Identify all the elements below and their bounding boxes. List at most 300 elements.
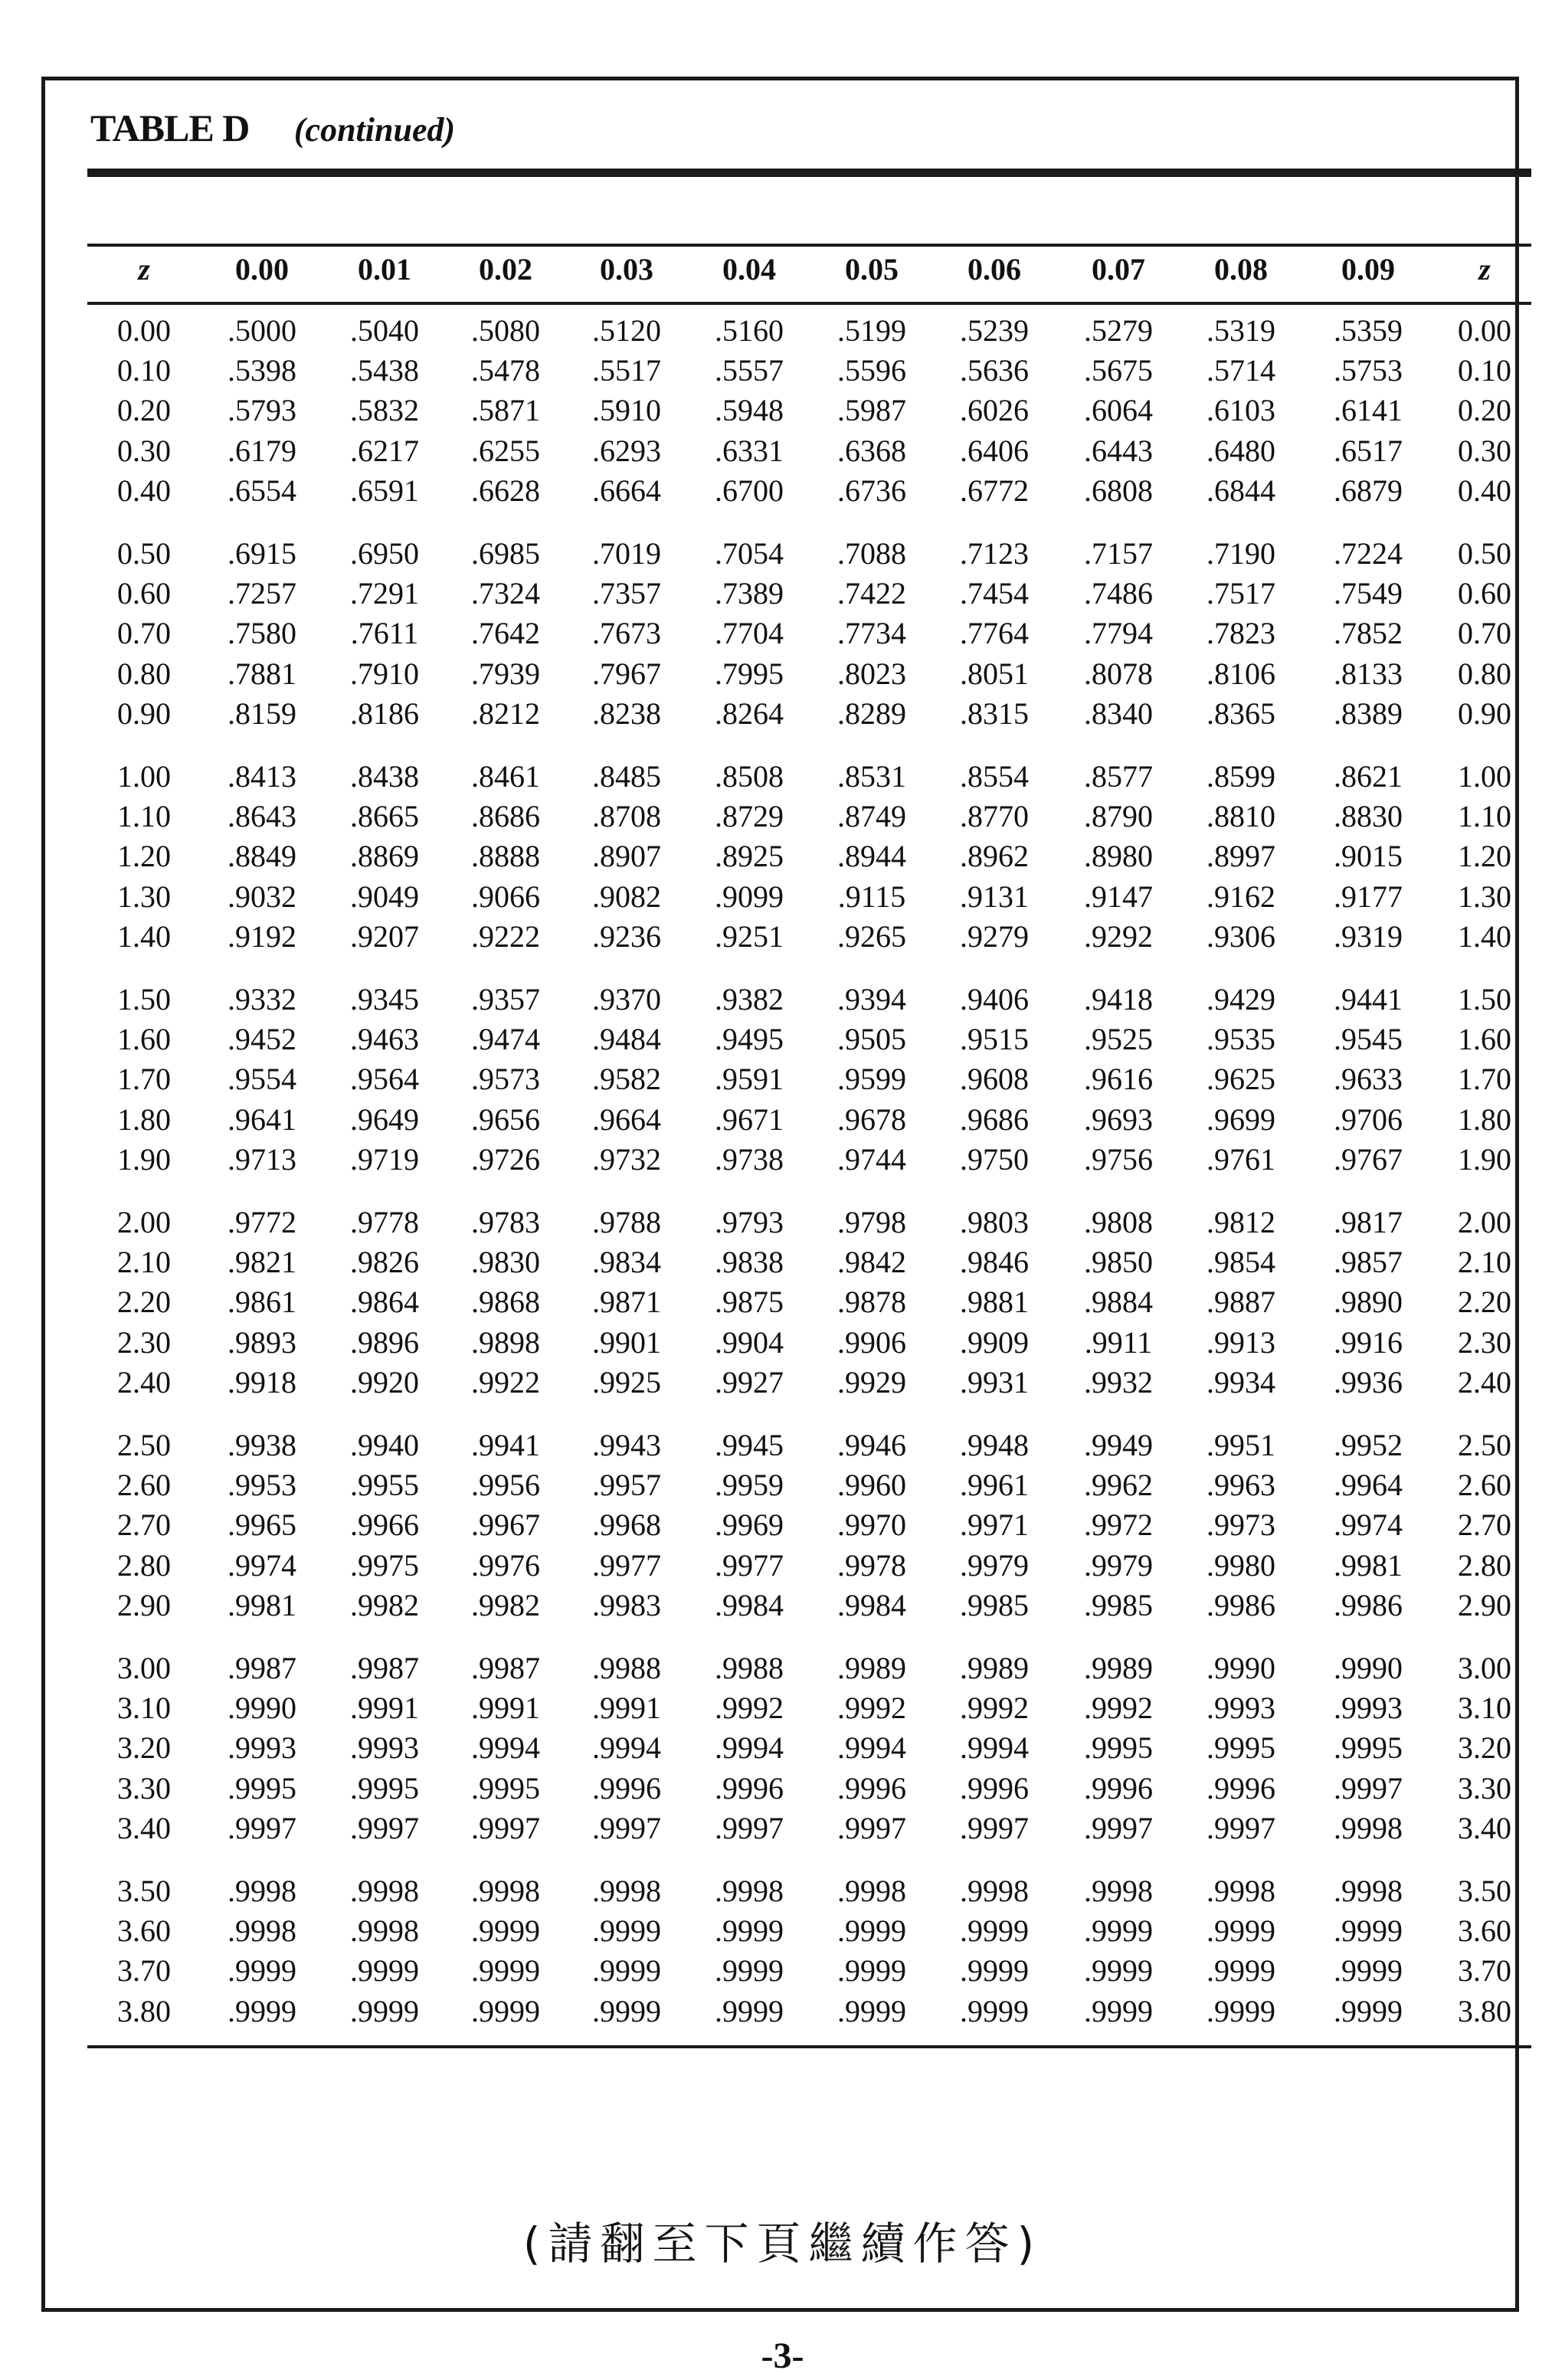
table-cell: .7157 [1084,536,1153,571]
table-cell: .9943 [592,1428,661,1462]
row-z-right: 0.40 [1458,473,1511,508]
table-cell: .9854 [1206,1245,1275,1280]
table-cell: .9994 [592,1730,661,1766]
row-z-right: 0.50 [1458,536,1511,571]
table-cell: .9913 [1206,1324,1275,1360]
table-cell: .9998 [715,1874,784,1908]
table-cell: .7881 [228,656,296,691]
table-cell: .9525 [1084,1022,1153,1057]
table-cell: .8686 [471,799,540,834]
table-cell: .6026 [960,393,1029,428]
table-cell: .9999 [960,1953,1029,1989]
table-cell: .9992 [1084,1691,1153,1726]
row-z-right: 3.60 [1458,1913,1511,1949]
table-cell: .9999 [228,1993,296,2028]
table-cell: .9713 [228,1141,296,1177]
table-cell: .9177 [1334,879,1403,914]
table-cell: .9999 [228,1953,296,1989]
table-cell: .9671 [715,1102,784,1137]
table-cell: .9808 [1084,1205,1153,1239]
table-cell: .7673 [592,616,661,651]
table-cell: .9941 [471,1428,540,1462]
table-cell: .7939 [471,656,540,691]
table-cell: .8997 [1206,839,1275,874]
table-cell: .5239 [960,313,1029,348]
table-cell: .9861 [228,1285,296,1320]
table-cell: .9535 [1206,1022,1275,1057]
table-cell: .9633 [1334,1062,1403,1097]
table-cell: .9788 [592,1205,661,1239]
table-cell: .5080 [471,313,540,348]
table-cell: .9893 [228,1324,296,1360]
row-z-right: 0.90 [1458,696,1511,731]
table-cell: .5319 [1206,313,1275,348]
table-cell: .8051 [960,656,1029,691]
table-cell: .9999 [1206,1913,1275,1949]
table-cell: .9999 [715,1993,784,2028]
table-cell: .9099 [715,879,784,914]
table-cell: .9998 [350,1874,419,1908]
table-cell: .9830 [471,1245,540,1280]
row-z-left: 3.10 [117,1691,171,1726]
table-cell: .9993 [1206,1691,1275,1726]
row-z-left: 2.10 [117,1245,171,1280]
table-cell: .9959 [715,1468,784,1503]
table-cell: .9999 [592,1913,661,1949]
table-cell: .9868 [471,1285,540,1320]
table-cell: .8708 [592,799,661,834]
table-cell: .7224 [1334,536,1403,571]
table-cell: .9982 [471,1587,540,1622]
table-cell: .9992 [960,1691,1029,1726]
table-cell: .7823 [1206,616,1275,651]
table-cell: .9951 [1206,1428,1275,1462]
table-cell: .6736 [837,473,906,508]
table-cell: .6179 [228,433,296,468]
table-cell: .7611 [350,616,419,651]
table-cell: .8980 [1084,839,1153,874]
table-cell: .5675 [1084,353,1153,388]
table-cell: .5714 [1206,353,1275,388]
table-cell: .9251 [715,918,784,954]
table-cell: .9999 [1084,1913,1153,1949]
table-cell: .8577 [1084,759,1153,794]
table-cell: .9998 [471,1874,540,1908]
row-z-right: 2.20 [1458,1285,1511,1320]
table-cell: .6700 [715,473,784,508]
table-cell: .7517 [1206,576,1275,611]
table-cell: .8749 [837,799,906,834]
table-cell: .9940 [350,1428,419,1462]
table-cell: .9911 [1084,1324,1153,1360]
table-cell: .9986 [1334,1587,1403,1622]
table-cell: .9686 [960,1102,1029,1137]
table-cell: .9999 [1206,1953,1275,1989]
table-cell: .9999 [471,1953,540,1989]
table-cell: .7422 [837,576,906,611]
table-cell: .9406 [960,982,1029,1016]
row-z-left: 1.20 [117,839,171,874]
row-z-right: 1.90 [1458,1141,1511,1177]
table-cell: .9906 [837,1324,906,1360]
table-cell: .7389 [715,576,784,611]
table-cell: .6331 [715,433,784,468]
table-cell: .9382 [715,982,784,1016]
table-cell: .9625 [1206,1062,1275,1097]
table-cell: .7357 [592,576,661,611]
table-cell: .9920 [350,1364,419,1400]
table-cell: .9850 [1084,1245,1153,1280]
table-cell: .7486 [1084,576,1153,611]
table-cell: .6628 [471,473,540,508]
table-cell: .9993 [228,1730,296,1766]
table-cell: .9656 [471,1102,540,1137]
table-cell: .8238 [592,696,661,731]
table-cell: .9936 [1334,1364,1403,1400]
table-cell: .8485 [592,759,661,794]
table-cell: .9999 [350,1993,419,2028]
row-z-right: 0.30 [1458,433,1511,468]
table-cell: .9991 [350,1691,419,1726]
table-cell: .9999 [592,1993,661,2028]
table-cell: .9955 [350,1468,419,1503]
row-z-left: 2.60 [117,1468,171,1503]
table-cell: .9890 [1334,1285,1403,1320]
table-cell: .8315 [960,696,1029,731]
table-cell: .9772 [228,1205,296,1239]
table-cell: .9996 [1084,1770,1153,1805]
table-cell: .9987 [471,1651,540,1685]
table-cell: .6293 [592,433,661,468]
row-z-left: 2.40 [117,1364,171,1400]
table-cell: .9999 [837,1953,906,1989]
table-cell: .9756 [1084,1141,1153,1177]
table-cell: .9929 [837,1364,906,1400]
table-cell: .9996 [837,1770,906,1805]
table-cell: .9979 [960,1547,1029,1583]
column-header: 0.07 [1092,252,1145,286]
table-cell: .9991 [471,1691,540,1726]
table-cell: .9982 [350,1587,419,1622]
table-cell: .8389 [1334,696,1403,731]
table-cell: .6879 [1334,473,1403,508]
table-cell: .5199 [837,313,906,348]
table-cell: .9678 [837,1102,906,1137]
table-cell: .9990 [1206,1651,1275,1685]
table-cell: .9972 [1084,1508,1153,1543]
table-cell: .9997 [471,1810,540,1845]
table-cell: .9995 [1084,1730,1153,1766]
table-cell: .9969 [715,1508,784,1543]
row-z-right: 2.40 [1458,1364,1511,1400]
table-cell: .6591 [350,473,419,508]
table-cell: .7734 [837,616,906,651]
table-cell: .9989 [1084,1651,1153,1685]
table-cell: .7054 [715,536,784,571]
table-cell: .9999 [960,1913,1029,1949]
row-z-left: 1.50 [117,982,171,1016]
row-z-left: 2.20 [117,1285,171,1320]
table-cell: .9999 [1206,1993,1275,2028]
table-cell: .6554 [228,473,296,508]
table-cell: .9236 [592,918,661,954]
table-cell: .9115 [837,879,906,914]
table-cell: .9616 [1084,1062,1153,1097]
table-cell: .9997 [715,1810,784,1845]
table-cell: .7995 [715,656,784,691]
table-cell: .8907 [592,839,661,874]
row-z-right: 1.70 [1458,1062,1511,1097]
table-cell: .8962 [960,839,1029,874]
table-cell: .9922 [471,1364,540,1400]
table-cell: .8106 [1206,656,1275,691]
row-z-left: 0.30 [117,433,171,468]
row-z-right: 3.70 [1458,1953,1511,1989]
table-cell: .9207 [350,918,419,954]
table-cell: .9965 [228,1508,296,1543]
table-cell: .9967 [471,1508,540,1543]
row-z-right: 1.00 [1458,759,1511,794]
table-cell: .9960 [837,1468,906,1503]
table-cell: .6443 [1084,433,1153,468]
table-cell: .9992 [715,1691,784,1726]
row-z-left: 3.00 [117,1651,171,1685]
row-z-left: 2.50 [117,1428,171,1462]
header-z-left: z [138,252,150,286]
table-cell: .8438 [350,759,419,794]
table-title-subtitle: (continued) [293,111,456,149]
table-cell: .8643 [228,799,296,834]
row-z-left: 3.70 [117,1953,171,1989]
table-cell: .8869 [350,839,419,874]
table-cell: .5120 [592,313,661,348]
table-cell: .9842 [837,1245,906,1280]
table-cell: .9990 [1334,1651,1403,1685]
column-header: 0.06 [967,252,1021,286]
table-cell: .7967 [592,656,661,691]
table-cell: .9994 [837,1730,906,1766]
table-cell: .9875 [715,1285,784,1320]
row-z-left: 1.70 [117,1062,171,1097]
row-z-right: 0.70 [1458,616,1511,651]
table-cell: .9995 [1206,1730,1275,1766]
table-cell: .9997 [837,1810,906,1845]
table-cell: .9994 [471,1730,540,1766]
table-cell: .9999 [1084,1953,1153,1989]
table-cell: .6772 [960,473,1029,508]
table-cell: .9357 [471,982,540,1016]
table-cell: .9463 [350,1022,419,1057]
table-cell: .8925 [715,839,784,874]
table-cell: .8212 [471,696,540,731]
table-cell: .9904 [715,1324,784,1360]
table-cell: .6217 [350,433,419,468]
table-cell: .6480 [1206,433,1275,468]
header-bottom-rule [87,302,1531,305]
table-cell: .7764 [960,616,1029,651]
row-z-right: 1.40 [1458,918,1511,954]
row-z-right: 0.00 [1458,313,1511,348]
table-cell: .9738 [715,1141,784,1177]
table-cell: .9996 [592,1770,661,1805]
row-z-left: 2.90 [117,1587,171,1622]
table-cell: .9998 [592,1874,661,1908]
table-cell: .9778 [350,1205,419,1239]
table-cell: .7704 [715,616,784,651]
table-cell: .9998 [228,1913,296,1949]
column-header: 0.02 [479,252,532,286]
table-cell: .9991 [592,1691,661,1726]
table-cell: .9838 [715,1245,784,1280]
table-cell: .9049 [350,879,419,914]
table-cell: .9988 [592,1651,661,1685]
table-cell: .9999 [715,1953,784,1989]
table-cell: .9962 [1084,1468,1153,1503]
header-top-rule [87,244,1531,247]
row-z-right: 1.30 [1458,879,1511,914]
table-cell: .6915 [228,536,296,571]
table-cell: .8599 [1206,759,1275,794]
table-cell: .9983 [592,1587,661,1622]
table-cell: .9997 [1084,1810,1153,1845]
table-cell: .9881 [960,1285,1029,1320]
row-z-right: 1.60 [1458,1022,1511,1057]
row-z-right: 2.70 [1458,1508,1511,1543]
column-header: 0.01 [358,252,411,286]
row-z-left: 0.70 [117,616,171,651]
table-cell: .9812 [1206,1205,1275,1239]
table-cell: .5987 [837,393,906,428]
row-z-left: 2.00 [117,1205,171,1239]
table-cell: .5636 [960,353,1029,388]
table-cell: .5871 [471,393,540,428]
table-cell: .9997 [228,1810,296,1845]
row-z-right: 2.60 [1458,1468,1511,1503]
row-z-right: 0.80 [1458,656,1511,691]
column-header: 0.08 [1214,252,1268,286]
table-cell: .9964 [1334,1468,1403,1503]
table-cell: .9978 [837,1547,906,1583]
table-cell: .8159 [228,696,296,731]
table-title [90,106,455,150]
table-cell: .8365 [1206,696,1275,731]
table-cell: .9015 [1334,839,1403,874]
row-z-left: 2.70 [117,1508,171,1543]
table-cell: .9664 [592,1102,661,1137]
table-cell: .9980 [1206,1547,1275,1583]
table-cell: .9582 [592,1062,661,1097]
table-cell: .5948 [715,393,784,428]
table-bottom-rule [87,2045,1531,2048]
table-cell: .9976 [471,1547,540,1583]
table-cell: .9966 [350,1508,419,1543]
table-cell: .9726 [471,1141,540,1177]
table-cell: .9990 [228,1691,296,1726]
table-cell: .6141 [1334,393,1403,428]
table-cell: .7088 [837,536,906,571]
table-cell: .9901 [592,1324,661,1360]
table-cell: .9989 [837,1651,906,1685]
row-z-left: 1.30 [117,879,171,914]
table-cell: .9956 [471,1468,540,1503]
table-cell: .9803 [960,1205,1029,1239]
table-cell: .5557 [715,353,784,388]
table-cell: .9554 [228,1062,296,1097]
row-z-left: 3.50 [117,1874,171,1908]
table-cell: .9971 [960,1508,1029,1543]
table-cell: .5478 [471,353,540,388]
table-cell: .8264 [715,696,784,731]
table-cell: .9066 [471,879,540,914]
table-cell: .9999 [1334,1913,1403,1949]
table-cell: .9946 [837,1428,906,1462]
table-cell: .9934 [1206,1364,1275,1400]
table-cell: .7642 [471,616,540,651]
continue-note: (請翻至下頁繼續作答) [522,2218,1043,2270]
row-z-left: 0.80 [117,656,171,691]
row-z-left: 3.60 [117,1913,171,1949]
row-z-right: 3.30 [1458,1770,1511,1805]
row-z-right: 2.00 [1458,1205,1511,1239]
table-cell: .6368 [837,433,906,468]
table-cell: .9719 [350,1141,419,1177]
row-z-right: 1.20 [1458,839,1511,874]
row-z-right: 2.80 [1458,1547,1511,1583]
table-cell: .9979 [1084,1547,1153,1583]
table-cell: .6844 [1206,473,1275,508]
table-cell: .9147 [1084,879,1153,914]
row-z-right: 3.50 [1458,1874,1511,1908]
table-cell: .8461 [471,759,540,794]
table-cell: .9573 [471,1062,540,1097]
table-cell: .9996 [960,1770,1029,1805]
table-cell: .9998 [228,1874,296,1908]
table-cell: .9292 [1084,918,1153,954]
table-cell: .9591 [715,1062,784,1097]
row-z-left: 0.00 [117,313,171,348]
table-cell: .8289 [837,696,906,731]
table-cell: .9864 [350,1285,419,1320]
table-cell: .9484 [592,1022,661,1057]
column-header: 0.09 [1341,252,1395,286]
row-z-left: 1.10 [117,799,171,834]
table-cell: .9909 [960,1324,1029,1360]
table-cell: .8554 [960,759,1029,794]
table-cell: .6103 [1206,393,1275,428]
row-z-left: 0.20 [117,393,171,428]
table-cell: .8340 [1084,696,1153,731]
table-cell: .5040 [350,313,419,348]
table-cell: .9995 [350,1770,419,1805]
row-z-left: 1.80 [117,1102,171,1137]
table-cell: .8665 [350,799,419,834]
table-cell: .5910 [592,393,661,428]
table-cell: .9564 [350,1062,419,1097]
table-cell: .9985 [960,1587,1029,1622]
table-cell: .9968 [592,1508,661,1543]
table-cell: .9345 [350,982,419,1016]
row-z-right: 1.10 [1458,799,1511,834]
table-cell: .9997 [960,1810,1029,1845]
table-cell: .9927 [715,1364,784,1400]
table-cell: .7257 [228,576,296,611]
table-title-label: TABLE D [90,106,250,149]
title-rule [87,169,1531,177]
table-cell: .7910 [350,656,419,691]
table-cell: .9998 [350,1913,419,1949]
table-cell: .9987 [228,1651,296,1685]
table-cell: .5000 [228,313,296,348]
